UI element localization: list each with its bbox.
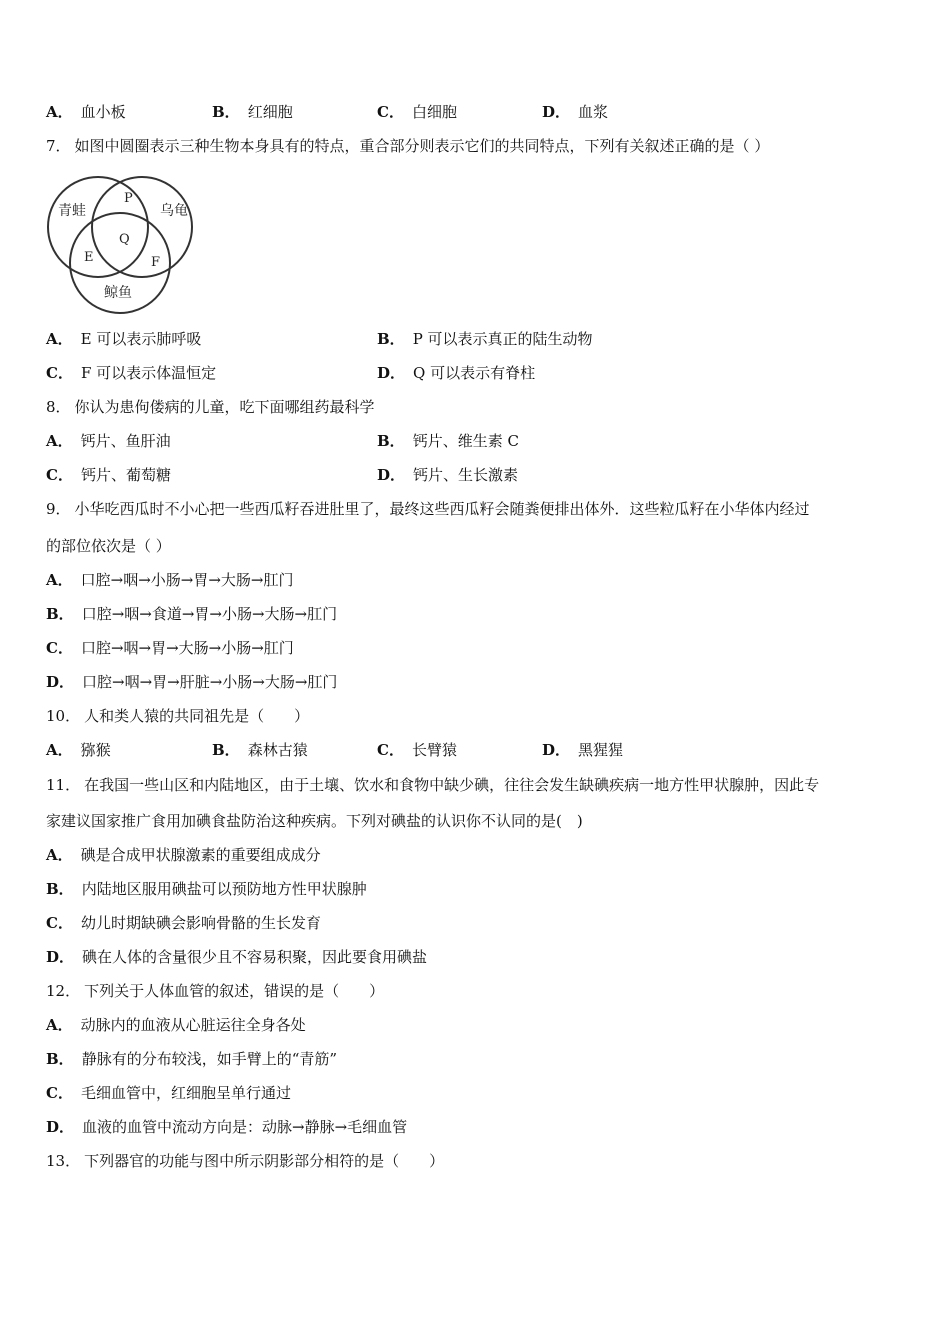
q9-option-c[interactable]: C． 口腔→咽→胃→大肠→小肠→肛门: [46, 639, 294, 657]
q9-stem-line1: 9． 小华吃西瓜时不小心把一些西瓜籽吞进肚里了，最终这些西瓜籽会随粪便排出体外．这些粒瓜籽在小华体内经过: [46, 500, 810, 518]
region-q-label: Q: [119, 232, 130, 247]
q9-stem-line2: 的部位依次是（ ）: [46, 537, 171, 555]
q6-options: [46, 102, 746, 122]
q6-option-d[interactable]: D． 血浆: [542, 103, 609, 121]
q6-option-b[interactable]: B． 红细胞: [212, 103, 293, 121]
q11-stem-line2: 家建议国家推广食用加碘食盐防治这种疾病。下列对碘盐的认识你不认同的是( ): [46, 812, 583, 830]
whale-label: 鲸鱼: [104, 285, 132, 301]
q13-stem: 13． 下列器官的功能与图中所示阴影部分相符的是（ ）: [46, 1152, 445, 1170]
frog-circle: [48, 177, 148, 277]
q8-option-b[interactable]: B． 钙片、维生素 C: [377, 432, 519, 450]
q12-stem: 12． 下列关于人体血管的叙述，错误的是（ ）: [46, 982, 385, 1000]
q6-option-a[interactable]: A． 血小板: [46, 103, 126, 121]
q7-options-row2: [46, 363, 846, 383]
region-e-label: E: [84, 250, 94, 265]
region-p-label: P: [124, 191, 133, 206]
q7-option-c[interactable]: C． F 可以表示体温恒定: [46, 364, 217, 382]
q10-option-a[interactable]: A． 猕猴: [46, 741, 111, 759]
q8-options-row2: [46, 465, 846, 485]
turtle-circle: [92, 177, 192, 277]
q11-option-a[interactable]: A． 碘是合成甲状腺激素的重要组成成分: [46, 846, 321, 864]
q12-option-d[interactable]: D． 血液的血管中流动方向是：动脉→静脉→毛细血管: [46, 1118, 408, 1136]
venn-diagram: [40, 165, 200, 320]
q10-option-c[interactable]: C． 长臂猿: [377, 741, 457, 759]
q9-option-a[interactable]: A． 口腔→咽→小肠→胃→大肠→肛门: [46, 571, 294, 589]
q11-option-d[interactable]: D． 碘在人体的含量很少且不容易积聚，因此要食用碘盐: [46, 948, 428, 966]
q7-option-b[interactable]: B． P 可以表示真正的陆生动物: [377, 330, 593, 348]
q10-stem: 10． 人和类人猿的共同祖先是（ ）: [46, 707, 310, 725]
q8-stem: 8． 你认为患佝偻病的儿童，吃下面哪组药最科学: [46, 398, 375, 416]
q7-option-a[interactable]: A． E 可以表示肺呼吸: [46, 330, 202, 348]
q8-option-d[interactable]: D． 钙片、生长激素: [377, 466, 519, 484]
q8-option-a[interactable]: A． 钙片、鱼肝油: [46, 432, 171, 450]
q10-options: [46, 740, 746, 760]
q6-option-c[interactable]: C． 白细胞: [377, 103, 457, 121]
q9-option-d[interactable]: D． 口腔→咽→胃→肝脏→小肠→大肠→肛门: [46, 673, 338, 691]
region-f-label: F: [151, 255, 161, 270]
turtle-label: 乌龟: [160, 203, 188, 219]
q11-option-b[interactable]: B． 内陆地区服用碘盐可以预防地方性甲状腺肿: [46, 880, 367, 898]
q12-option-a[interactable]: A． 动脉内的血液从心脏运往全身各处: [46, 1016, 306, 1034]
q9-option-b[interactable]: B． 口腔→咽→食道→胃→小肠→大肠→肛门: [46, 605, 338, 623]
q12-option-c[interactable]: C． 毛细血管中，红细胞呈单行通过: [46, 1084, 291, 1102]
q8-option-c[interactable]: C． 钙片、葡萄糖: [46, 466, 171, 484]
q7-stem: 7． 如图中圆圈表示三种生物本身具有的特点，重合部分则表示它们的共同特点，下列有关叙述正确的是（ ）: [46, 137, 770, 155]
q11-option-c[interactable]: C． 幼儿时期缺碘会影响骨骼的生长发育: [46, 914, 321, 932]
q12-option-b[interactable]: B． 静脉有的分布较浅，如手臂上的“青筋”: [46, 1050, 338, 1068]
q10-option-d[interactable]: D． 黑猩猩: [542, 741, 624, 759]
q8-options-row1: [46, 431, 846, 451]
frog-label: 青蛙: [58, 203, 86, 219]
q10-option-b[interactable]: B． 森林古猿: [212, 741, 308, 759]
q7-option-d[interactable]: D． Q 可以表示有脊柱: [377, 364, 536, 382]
q11-stem-line1: 11． 在我国一些山区和内陆地区，由于土壤、饮水和食物中缺少碘，往往会发生缺碘疾病一地方性甲状腺肿，因此专: [46, 776, 820, 794]
q7-options-row1: [46, 329, 846, 349]
